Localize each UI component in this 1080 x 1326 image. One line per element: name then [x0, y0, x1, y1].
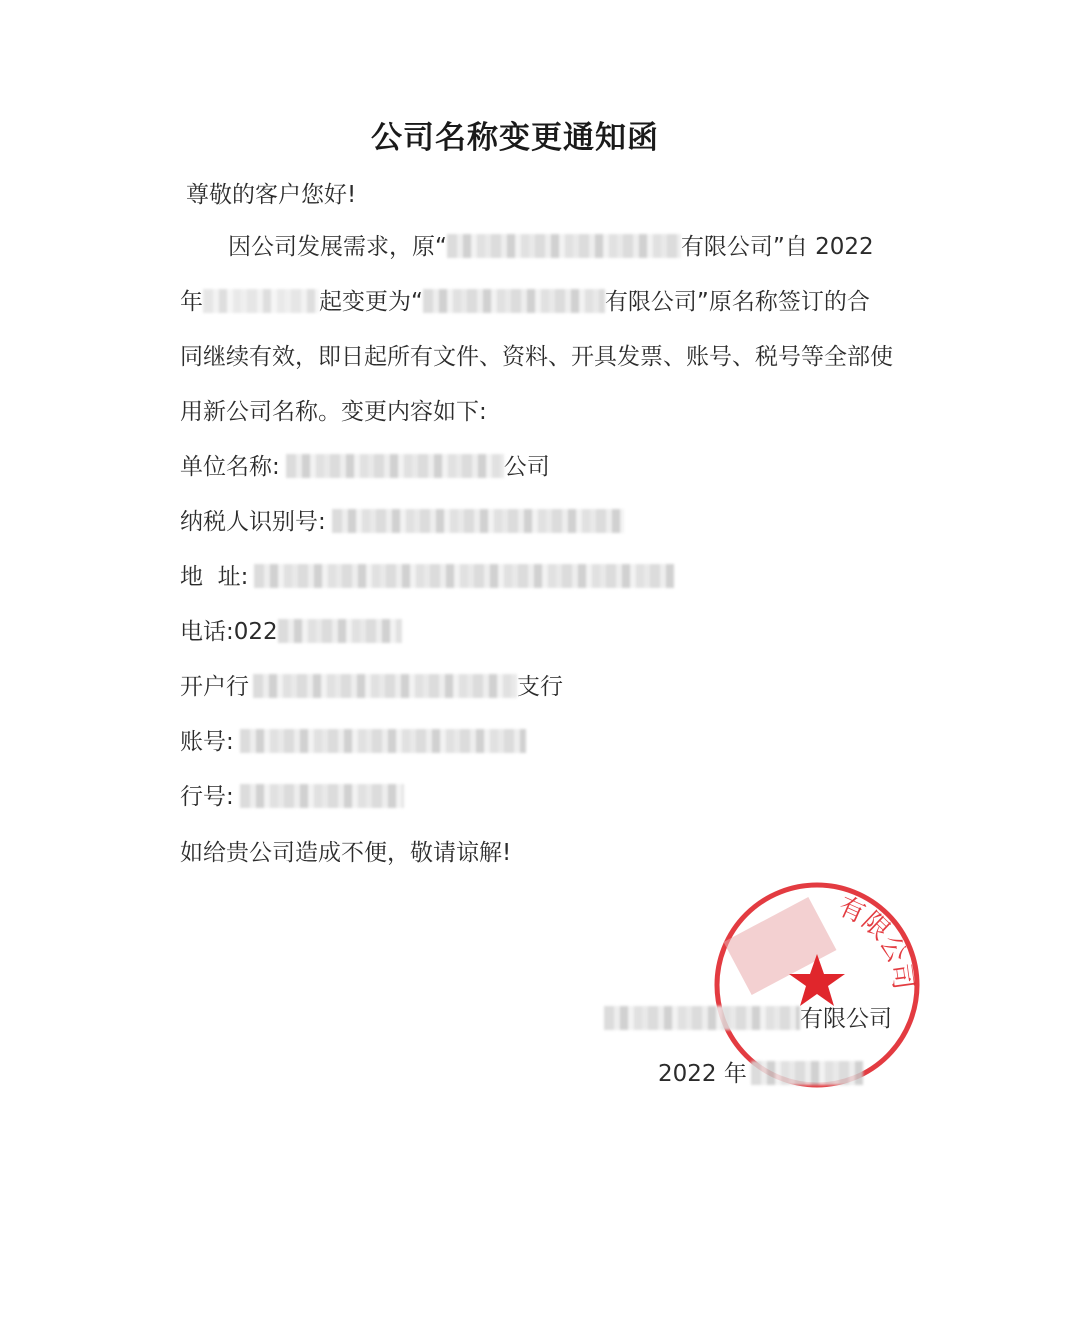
paragraph-text: 因公司发展需求，原“: [228, 234, 447, 260]
redacted-signature-date: [751, 1061, 863, 1085]
redacted-new-company-name: [423, 289, 605, 313]
unit-name-label: 单位名称:: [180, 454, 280, 480]
address-label: 地 址:: [180, 564, 249, 590]
redacted-change-date: [203, 289, 319, 313]
bank-code-label: 行号:: [180, 784, 234, 810]
unit-name-suffix: 公司: [503, 454, 550, 480]
bank-label: 开户行: [180, 674, 249, 700]
phone-row: [180, 617, 402, 647]
closing-line: 如给贵公司造成不便，敬请谅解!: [180, 840, 512, 866]
address-row: [180, 562, 674, 592]
unit-name-row: [180, 452, 550, 482]
greeting: 尊敬的客户您好!: [186, 182, 357, 208]
account-label: 账号:: [180, 729, 234, 755]
paragraph-line-2: [180, 287, 870, 317]
paragraph-text: 起变更为“: [319, 289, 423, 315]
paragraph-text: 有限公司”原名称签订的合: [604, 289, 870, 315]
account-row: [180, 727, 526, 757]
redacted-unit-name: [286, 454, 504, 478]
redacted-address: [254, 564, 674, 588]
redacted-signature-company: [604, 1006, 800, 1030]
signature-company-suffix: 有限公司: [800, 1006, 892, 1032]
redacted-bank-code: [240, 784, 404, 808]
seal-text: 有限公司: [833, 891, 918, 992]
redacted-tax-id: [332, 509, 624, 533]
document-title: 公司名称变更通知函: [371, 120, 659, 156]
paragraph-line-1: [228, 232, 874, 262]
paragraph-text: 有限公司”自 2022: [680, 234, 874, 260]
paragraph-line-3: 同继续有效，即日起所有文件、资料、开具发票、账号、税号等全部使: [180, 344, 893, 370]
bank-row: [180, 672, 563, 702]
redacted-account-number: [240, 729, 526, 753]
phone-prefix: 022: [233, 619, 278, 645]
redacted-phone-number: [278, 619, 402, 643]
redacted-bank-name: [253, 674, 517, 698]
redacted-old-company-name: [447, 234, 681, 258]
signature-year: 2022 年: [658, 1061, 747, 1087]
bank-code-row: [180, 782, 404, 812]
paragraph-line-4: 用新公司名称。变更内容如下:: [180, 399, 487, 425]
tax-id-row: [180, 507, 624, 537]
signature-date: [658, 1055, 863, 1088]
phone-label: 电话:: [180, 619, 234, 645]
tax-id-label: 纳税人识别号:: [180, 509, 326, 535]
signature-company: [604, 1000, 892, 1033]
paragraph-text: 年: [180, 289, 203, 315]
bank-suffix: 支行: [517, 674, 563, 700]
